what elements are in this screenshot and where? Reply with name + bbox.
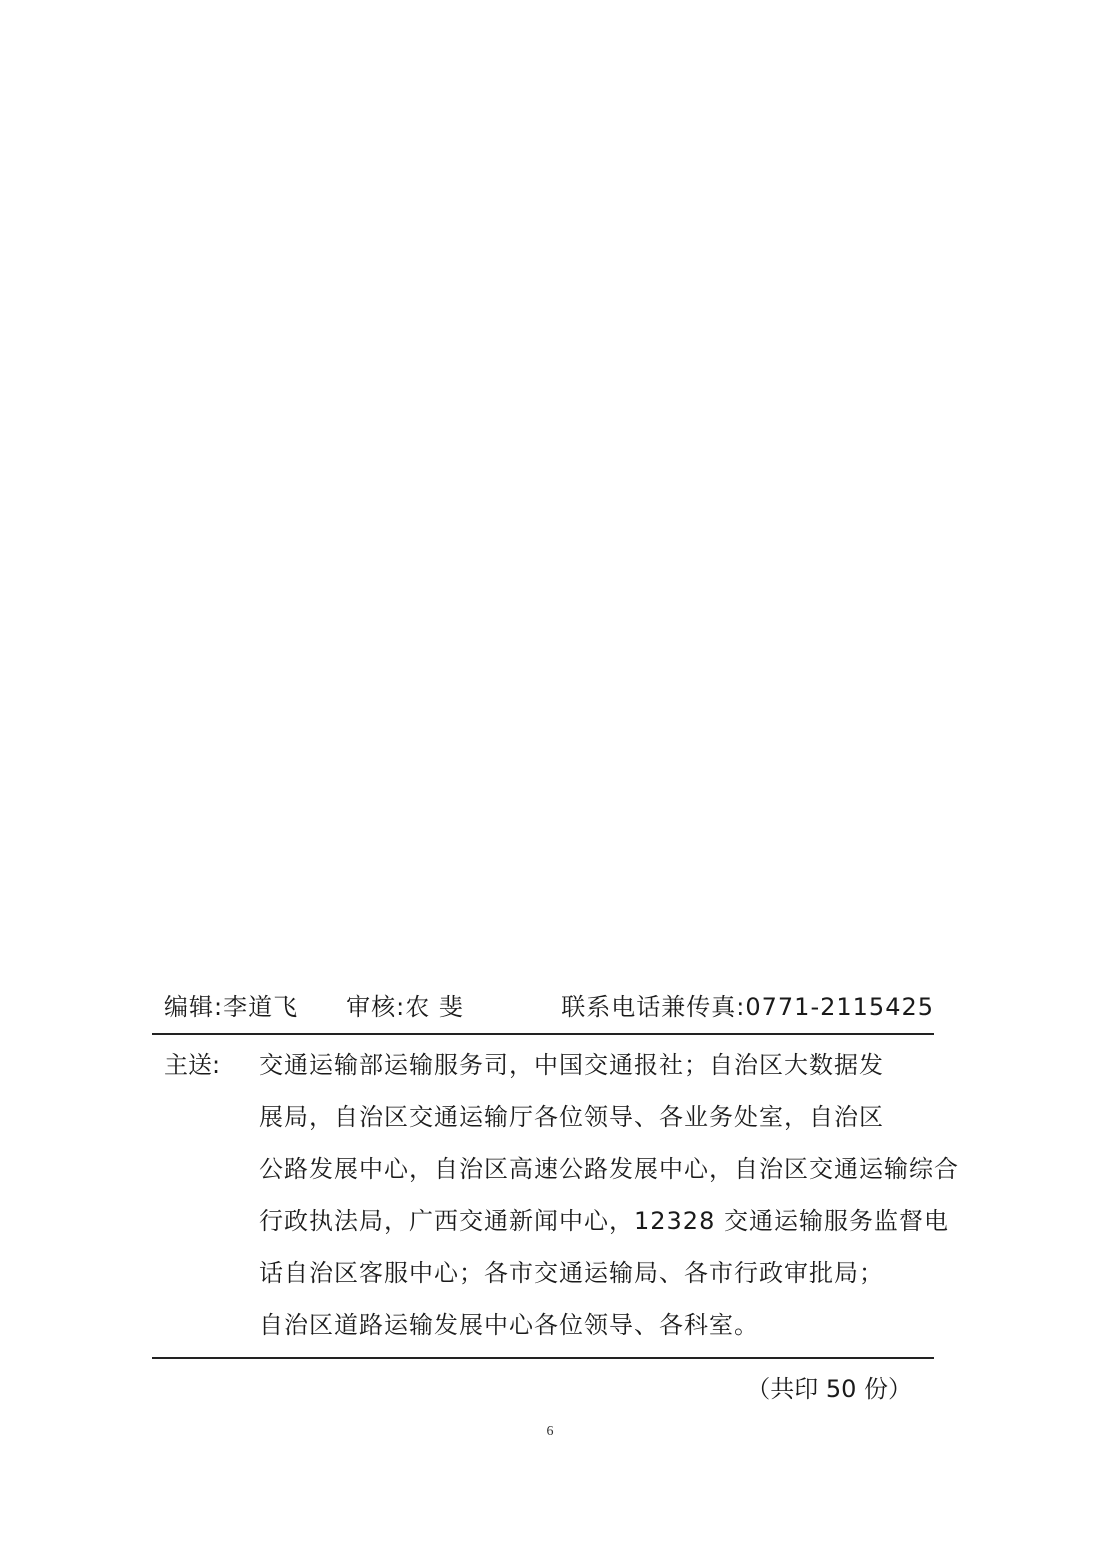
editor-label: 编辑:: [164, 993, 224, 1021]
distribution-line: 公路发展中心，自治区高速公路发展中心，自治区交通运输综合: [259, 1155, 959, 1183]
reviewer-label: 审核:: [346, 993, 406, 1021]
contact-field: [561, 985, 934, 1029]
distribution-row: [152, 1143, 959, 1195]
distribution-list: [152, 1035, 959, 1357]
distribution-line: 交通运输部运输服务司，中国交通报社；自治区大数据发: [259, 1051, 884, 1079]
distribution-line: 话自治区客服中心；各市交通运输局、各市行政审批局；: [259, 1259, 884, 1287]
editor-info-line: [152, 985, 934, 1031]
distribution-row: [152, 1247, 934, 1299]
distribution-line: 自治区道路运输发展中心各位领导、各科室。: [259, 1311, 759, 1339]
contact-label: 联系电话兼传真:: [561, 993, 746, 1021]
distribution-row: [152, 1091, 934, 1143]
editor-name: 李道飞: [223, 993, 299, 1021]
editor-field: [164, 985, 298, 1029]
distribution-row: [152, 1195, 949, 1247]
reviewer-name: 农 斐: [405, 993, 464, 1021]
reviewer-field: [346, 985, 464, 1029]
distribution-label: 主送:: [164, 1051, 221, 1079]
copies-note: （共印 50 份）: [746, 1375, 912, 1403]
distribution-line: 行政执法局，广西交通新闻中心，12328 交通运输服务监督电: [259, 1207, 949, 1235]
distribution-row: [152, 1299, 934, 1351]
page-number: 6: [546, 1424, 554, 1439]
contact-number: 0771-2115425: [745, 993, 934, 1021]
distribution-line: 展局，自治区交通运输厅各位领导、各业务处室，自治区: [259, 1103, 884, 1131]
document-footer: [152, 985, 959, 1409]
distribution-row: [152, 1039, 934, 1091]
